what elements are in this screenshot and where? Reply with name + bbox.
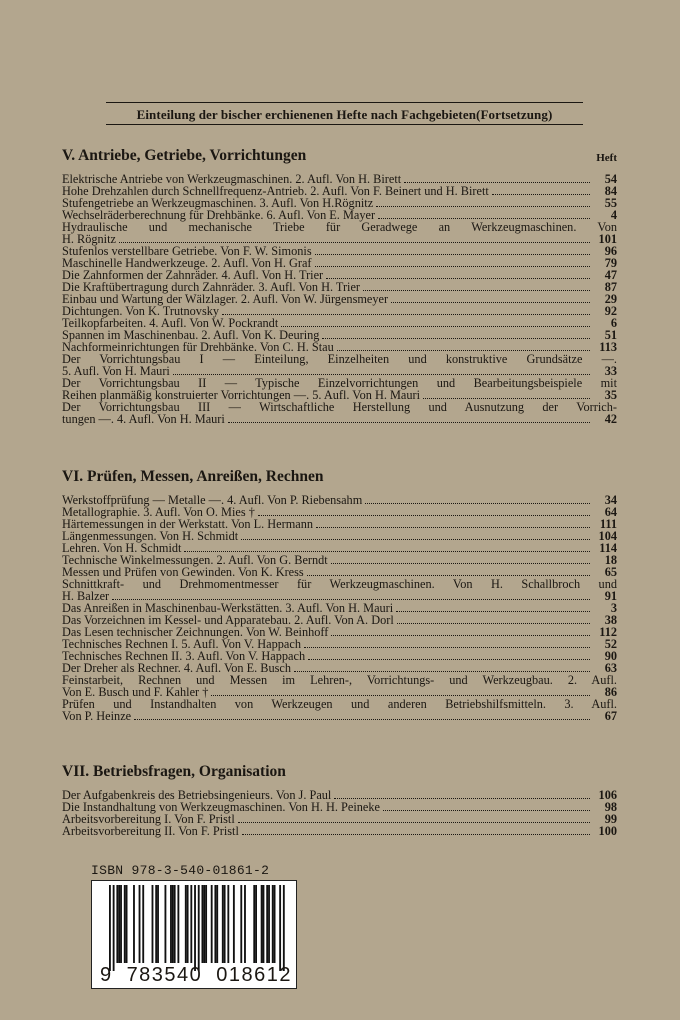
heft-number: 63 (604, 660, 617, 675)
dot-leader (242, 834, 590, 835)
entry-title-line: Stufengetriebe an Werkzeugmaschinen. 3. Aufl. Von H.Rögnitz (62, 196, 374, 210)
dot-leader (396, 611, 590, 612)
heft-number: 51 (604, 327, 617, 342)
dot-leader (211, 695, 590, 696)
heft-number: 106 (598, 788, 617, 802)
dot-leader (281, 326, 590, 327)
dot-leader (391, 302, 590, 303)
heft-number: 98 (604, 800, 617, 814)
list-item (62, 375, 617, 402)
barcode (91, 880, 297, 989)
entry-title-line: Messen und Prüfen von Gewinden. Von K. Kress (62, 565, 304, 579)
list-item (62, 351, 617, 378)
section-betriebsfragen (62, 761, 617, 838)
entry-title-line: Hohe Drehzahlen durch Schnellfrequenz-Antrieb. 2. Aufl. Von F. Beinert und H. Birett (62, 184, 489, 198)
entry-title-line: Hydraulische und mechanische Triebe für Geradwege an Werkzeugmaschinen. Von (62, 220, 617, 234)
dot-leader (308, 659, 590, 660)
entry-title-line: Feinstarbeit, Rechnen und Messen im Lehren-, Vorrichtungs- und Werkzeugbau. 2. Aufl. (62, 672, 617, 687)
page-header: Einteilung der bischer erchienenen Hefte nach Fachgebieten(Fortsetzung) (136, 107, 553, 122)
entry-title-line: H. Balzer (62, 588, 110, 603)
entry-title-line: Die Instandhaltung von Werkzeugmaschinen. Von H. H. Peineke (62, 800, 380, 814)
entry-title-line: Teilkopfarbeiten. 4. Aufl. Von W. Pockrandt (62, 315, 279, 330)
heft-number: 38 (604, 612, 617, 627)
entry-title-line: Metallographie. 3. Aufl. Von O. Mies † (62, 505, 255, 519)
heft-number: 90 (604, 648, 617, 663)
dot-leader (376, 206, 590, 207)
heft-number: 54 (604, 172, 617, 186)
dot-leader (315, 254, 590, 255)
entry-title-line: Spannen im Maschinenbau. 2. Aufl. Von K. Deuring (62, 327, 320, 342)
heft-number: 104 (598, 529, 617, 543)
entry-title-line: Schnittkraft- und Drehmomentmesser für Werkzeugmaschinen. Von H. Schallbroch und (62, 577, 617, 591)
dot-leader (322, 338, 590, 339)
heft-number: 42 (604, 411, 617, 426)
heft-number: 112 (599, 624, 617, 639)
heft-number: 99 (604, 812, 617, 826)
heft-number: 3 (610, 600, 617, 615)
entry-title-line: Elektrische Antriebe von Werkzeugmaschinen. 2. Aufl. Von H. Birett (62, 172, 402, 186)
entry-title-line: Das Anreißen in Maschinenbau-Werkstätten. 3. Aufl. Von H. Mauri (62, 600, 394, 615)
dot-leader (258, 515, 590, 516)
heft-number: 96 (604, 243, 617, 258)
heft-number: 65 (604, 565, 617, 579)
entry-list (62, 495, 617, 723)
heft-number: 33 (604, 363, 617, 378)
header-rule-top (106, 102, 583, 103)
dot-leader (331, 635, 590, 636)
entry-title-line: 5. Aufl. Von H. Mauri (62, 363, 170, 378)
dot-leader (304, 647, 590, 648)
list-item (62, 222, 617, 246)
heft-number: 67 (604, 708, 617, 723)
heft-number: 79 (604, 255, 617, 270)
entry-title-line: Reihen planmäßig konstruierter Vorrichtungen —. 5. Aufl. Von H. Mauri (62, 387, 421, 402)
heft-number: 92 (604, 303, 617, 318)
heft-number: 35 (604, 387, 617, 402)
heft-number: 100 (598, 824, 617, 838)
dot-leader (228, 422, 590, 423)
entry-title-line: Technische Winkelmessungen. 2. Aufl. Von G. Berndt (62, 553, 328, 567)
list-item (62, 579, 617, 603)
heft-number: 111 (599, 517, 617, 531)
entry-title-line: Der Aufgabenkreis des Betriebsingenieurs. Von J. Paul (62, 788, 332, 802)
entry-title-line: tungen —. 4. Aufl. Von H. Mauri (62, 411, 225, 426)
entry-list (62, 174, 617, 426)
dot-leader (331, 563, 590, 564)
dot-leader (365, 503, 590, 504)
dot-leader (134, 719, 590, 720)
entry-title-line: Lehren. Von H. Schmidt (62, 541, 182, 555)
section-title: VI. Prüfen, Messen, Anreißen, Rechnen (62, 468, 324, 485)
dot-leader (315, 266, 590, 267)
entry-title-line: Der Vorrichtungsbau II — Typische Einzelvorrichtungen und Bearbeitungsbeispiele mit (62, 375, 617, 390)
dot-leader (363, 290, 590, 291)
entry-title-line: Nachformeinrichtungen für Drehbänke. Von C. H. Stau (62, 339, 334, 354)
dot-leader (222, 314, 590, 315)
barcode-digit-group: 9 (100, 964, 113, 986)
entry-title-line: Arbeitsvorbereitung I. Von F. Pristl (62, 812, 235, 826)
heft-number: 86 (604, 684, 617, 699)
dot-leader (119, 242, 590, 243)
heft-number: 114 (599, 541, 617, 555)
dot-leader (238, 822, 590, 823)
dot-leader (316, 527, 590, 528)
entry-title-line: Das Vorzeichnen im Kessel- und Apparatebau. 2. Aufl. Von A. Dorl (62, 612, 394, 627)
dot-leader (326, 278, 590, 279)
isbn-label: ISBN 978-3-540-01861-2 (91, 863, 270, 878)
entry-title-line: Das Lesen technischer Zeichnungen. Von W. Beinhoff (62, 624, 329, 639)
dot-leader (307, 575, 590, 576)
entry-title-line: Arbeitsvorbereitung II. Von F. Pristl (62, 824, 239, 838)
heft-number: 87 (604, 279, 617, 294)
heft-number: 29 (604, 291, 617, 306)
section-title: VII. Betriebsfragen, Organisation (62, 763, 286, 780)
list-item (62, 696, 617, 723)
entry-title-line: Die Kraftübertragung durch Zahnräder. 3. Aufl. Von H. Trier (62, 279, 361, 294)
entry-title-line: Der Vorrichtungsbau I — Einteilung, Einzelheiten und konstruktive Grundsätze —. (62, 351, 617, 366)
dot-leader (492, 194, 590, 195)
entry-title-line: Wechselräderberechnung für Drehbänke. 6. Aufl. Von E. Mayer (62, 208, 376, 222)
dot-leader (337, 350, 590, 351)
entry-list (62, 790, 617, 838)
section-pruefen (62, 466, 617, 723)
entry-title-line: H. Rögnitz (62, 231, 116, 246)
entry-title-line: Der Dreher als Rechner. 4. Aufl. Von E. Busch (62, 660, 292, 675)
heft-number: 6 (610, 315, 617, 330)
heft-number: 84 (604, 184, 617, 198)
dot-leader (378, 218, 590, 219)
list-item (62, 399, 617, 426)
heft-number: 4 (610, 208, 617, 222)
entry-title-line: Härtemessungen in der Werkstatt. Von L. Hermann (62, 517, 314, 531)
entry-title-line: Prüfen und Instandhalten von Werkzeugen und anderen Betriebshilfsmitteln. 3. Aufl. (62, 696, 617, 711)
dot-leader (294, 671, 590, 672)
dot-leader (397, 623, 590, 624)
list-item (62, 826, 617, 838)
heft-number: 101 (598, 231, 617, 246)
heft-number: 34 (604, 493, 617, 507)
dot-leader (173, 374, 590, 375)
entry-title-line: Die Zahnformen der Zahnräder. 4. Aufl. Von H. Trier (62, 267, 324, 282)
heft-number: 47 (604, 267, 617, 282)
dot-leader (334, 798, 590, 799)
header-rule-bottom (106, 124, 583, 125)
dot-leader (241, 539, 590, 540)
section-antriebe (62, 145, 617, 426)
heft-number: 91 (604, 588, 617, 603)
entry-title-line: Von P. Heinze (62, 708, 132, 723)
heft-column-label: Heft (596, 152, 617, 164)
entry-title-line: Maschinelle Handwerkzeuge. 2. Aufl. Von H. Graf (62, 255, 312, 270)
entry-title-line: Der Vorrichtungsbau III — Wirtschaftliche Herstellung und Ausnutzung der Vorrich- (62, 399, 617, 414)
dot-leader (404, 182, 590, 183)
dot-leader (184, 551, 590, 552)
entry-title-line: Längenmessungen. Von H. Schmidt (62, 529, 239, 543)
entry-title-line: Dichtungen. Von K. Trutnovsky (62, 303, 220, 318)
entry-title-line: Technisches Rechnen I. 5. Aufl. Von V. Happach (62, 636, 302, 651)
entry-title-line: Werkstoffprüfung — Metalle —. 4. Aufl. Von P. Riebensahm (62, 493, 363, 507)
heft-number: 55 (604, 196, 617, 210)
section-title: V. Antriebe, Getriebe, Vorrichtungen (62, 147, 307, 164)
dot-leader (383, 810, 590, 811)
barcode-digit-group: 783540 (126, 964, 203, 986)
heft-number: 52 (604, 636, 617, 651)
barcode-digit-group: 018612 (216, 964, 292, 986)
heft-number: 64 (604, 505, 617, 519)
dot-leader (423, 398, 590, 399)
entry-title-line: Stufenlos verstellbare Getriebe. Von F. W. Simonis (62, 243, 312, 258)
heft-number: 113 (599, 339, 617, 354)
dot-leader (112, 599, 590, 600)
entry-title-line: Einbau und Wartung der Wälzlager. 2. Aufl. Von W. Jürgensmeyer (62, 291, 389, 306)
entry-title-line: Technisches Rechnen II. 3. Aufl. Von V. Happach (62, 648, 306, 663)
entry-title-line: Von E. Busch und F. Kahler † (62, 684, 209, 699)
heft-number: 18 (604, 553, 617, 567)
list-item (62, 672, 617, 699)
